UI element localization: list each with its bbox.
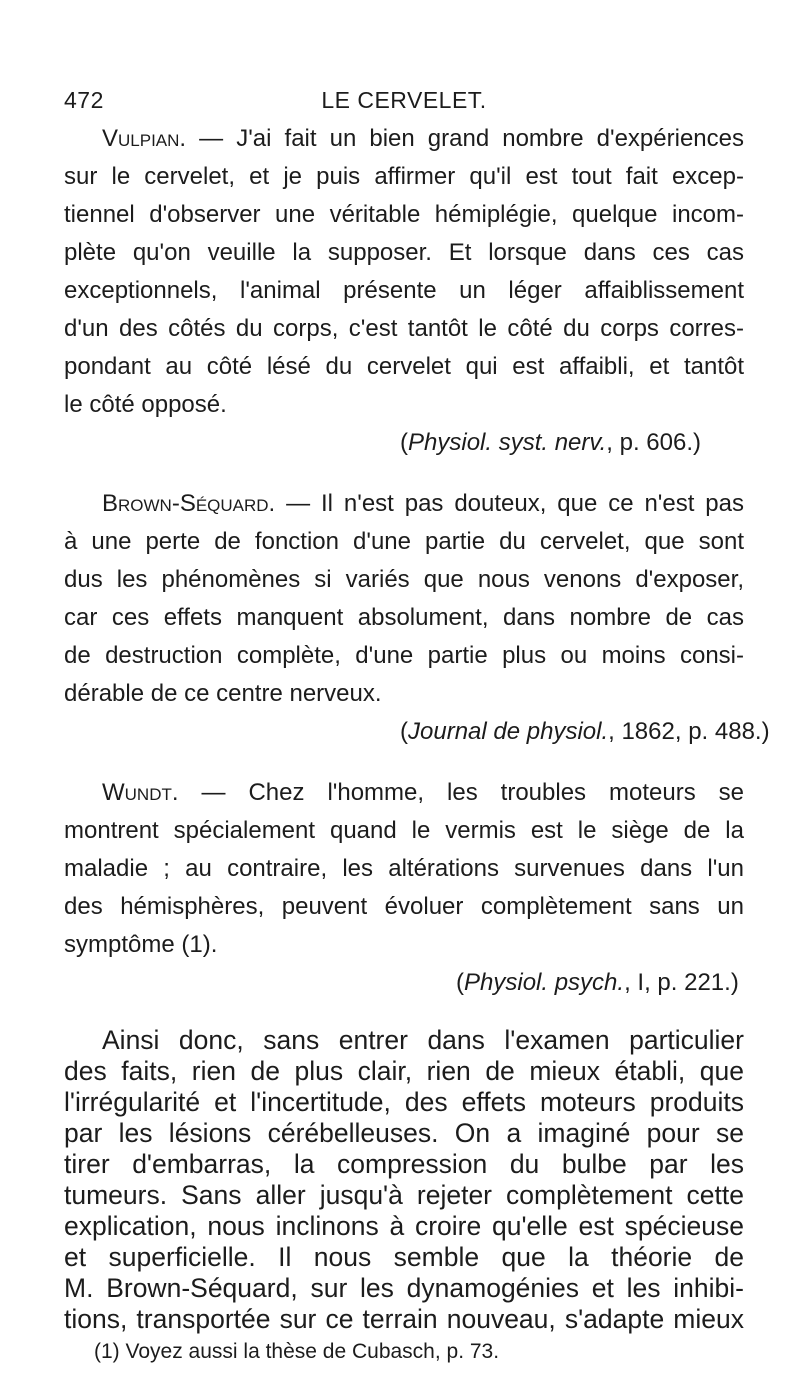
author-name: Vulpian. — [102, 125, 187, 152]
text-line: exceptionnels, l'animal présente un léger affaiblissement — [64, 277, 744, 304]
text-line: explication, nous inclinons à croire qu'elle est spécieuse — [64, 1211, 744, 1241]
text-line: tumeurs. Sans aller jusqu'à rejeter complètement cette — [64, 1180, 744, 1210]
text-line: Vulpian. — J'ai fait un bien grand nombre d'expériences — [102, 125, 744, 152]
text-line: symptôme (1). — [64, 931, 218, 958]
text-line: à une perte de fonction d'une partie du cervelet, que sont — [64, 528, 744, 555]
text-line: montrent spécialement quand le vermis est le siège de la — [64, 817, 744, 844]
text-line: tions, transportée sur ce terrain nouveau, s'adapte mieux — [64, 1304, 744, 1334]
text-line: l'irrégularité et l'incertitude, des effets moteurs produits — [64, 1087, 744, 1117]
page-number: 472 — [64, 87, 104, 113]
text-line: Ainsi donc, sans entrer dans l'examen particulier — [102, 1025, 744, 1055]
author-name: Brown-Séquard. — [102, 490, 276, 517]
text-line: dus les phénomènes si variés que nous venons d'exposer, — [64, 566, 744, 593]
text-line: d'un des côtés du corps, c'est tantôt le côté du corps corres- — [64, 315, 744, 342]
text-line: pondant au côté lésé du cervelet qui est affaibli, et tantôt — [64, 353, 744, 380]
text-line: maladie ; au contraire, les altérations survenues dans l'un — [64, 855, 744, 882]
text-line: Wundt. — Chez l'homme, les troubles moteurs se — [102, 779, 744, 806]
text-line: de destruction complète, d'une partie plus ou moins consi- — [64, 642, 744, 669]
text-line: plète qu'on veuille la supposer. Et lorsque dans ces cas — [64, 239, 744, 266]
citation: (Physiol. psych., I, p. 221.) — [456, 969, 739, 996]
citation: (Journal de physiol., 1862, p. 488.) — [400, 718, 770, 745]
text-line: Brown-Séquard. — Il n'est pas douteux, que ce n'est pas — [102, 490, 744, 517]
page-header — [64, 87, 744, 117]
text-line: car ces effets manquent absolument, dans nombre de cas — [64, 604, 744, 631]
text-line: tirer d'embarras, la compression du bulbe par les — [64, 1149, 744, 1179]
text-line: des faits, rien de plus clair, rien de mieux établi, que — [64, 1056, 744, 1086]
citation: (Physiol. syst. nerv., p. 606.) — [400, 429, 702, 456]
text-line: dérable de ce centre nerveux. — [64, 680, 382, 707]
text-line: M. Brown-Séquard, sur les dynamogénies et les inhibi- — [64, 1273, 744, 1303]
text-line: et superficielle. Il nous semble que la théorie de — [64, 1242, 744, 1272]
text-line: sur le cervelet, et je puis affirmer qu'il est tout fait excep- — [64, 163, 744, 190]
author-name: Wundt. — [102, 779, 179, 806]
footnote: (1) Voyez aussi la thèse de Cubasch, p. 73. — [94, 1340, 500, 1363]
text-line: par les lésions cérébelleuses. On a imaginé pour se — [64, 1118, 744, 1148]
text-line: des hémisphères, peuvent évoluer complètement sans un — [64, 893, 744, 920]
text-line: tiennel d'observer une véritable hémiplégie, quelque incom- — [64, 201, 744, 228]
running-title: LE CERVELET. — [321, 87, 487, 113]
text-line: le côté opposé. — [64, 391, 227, 418]
